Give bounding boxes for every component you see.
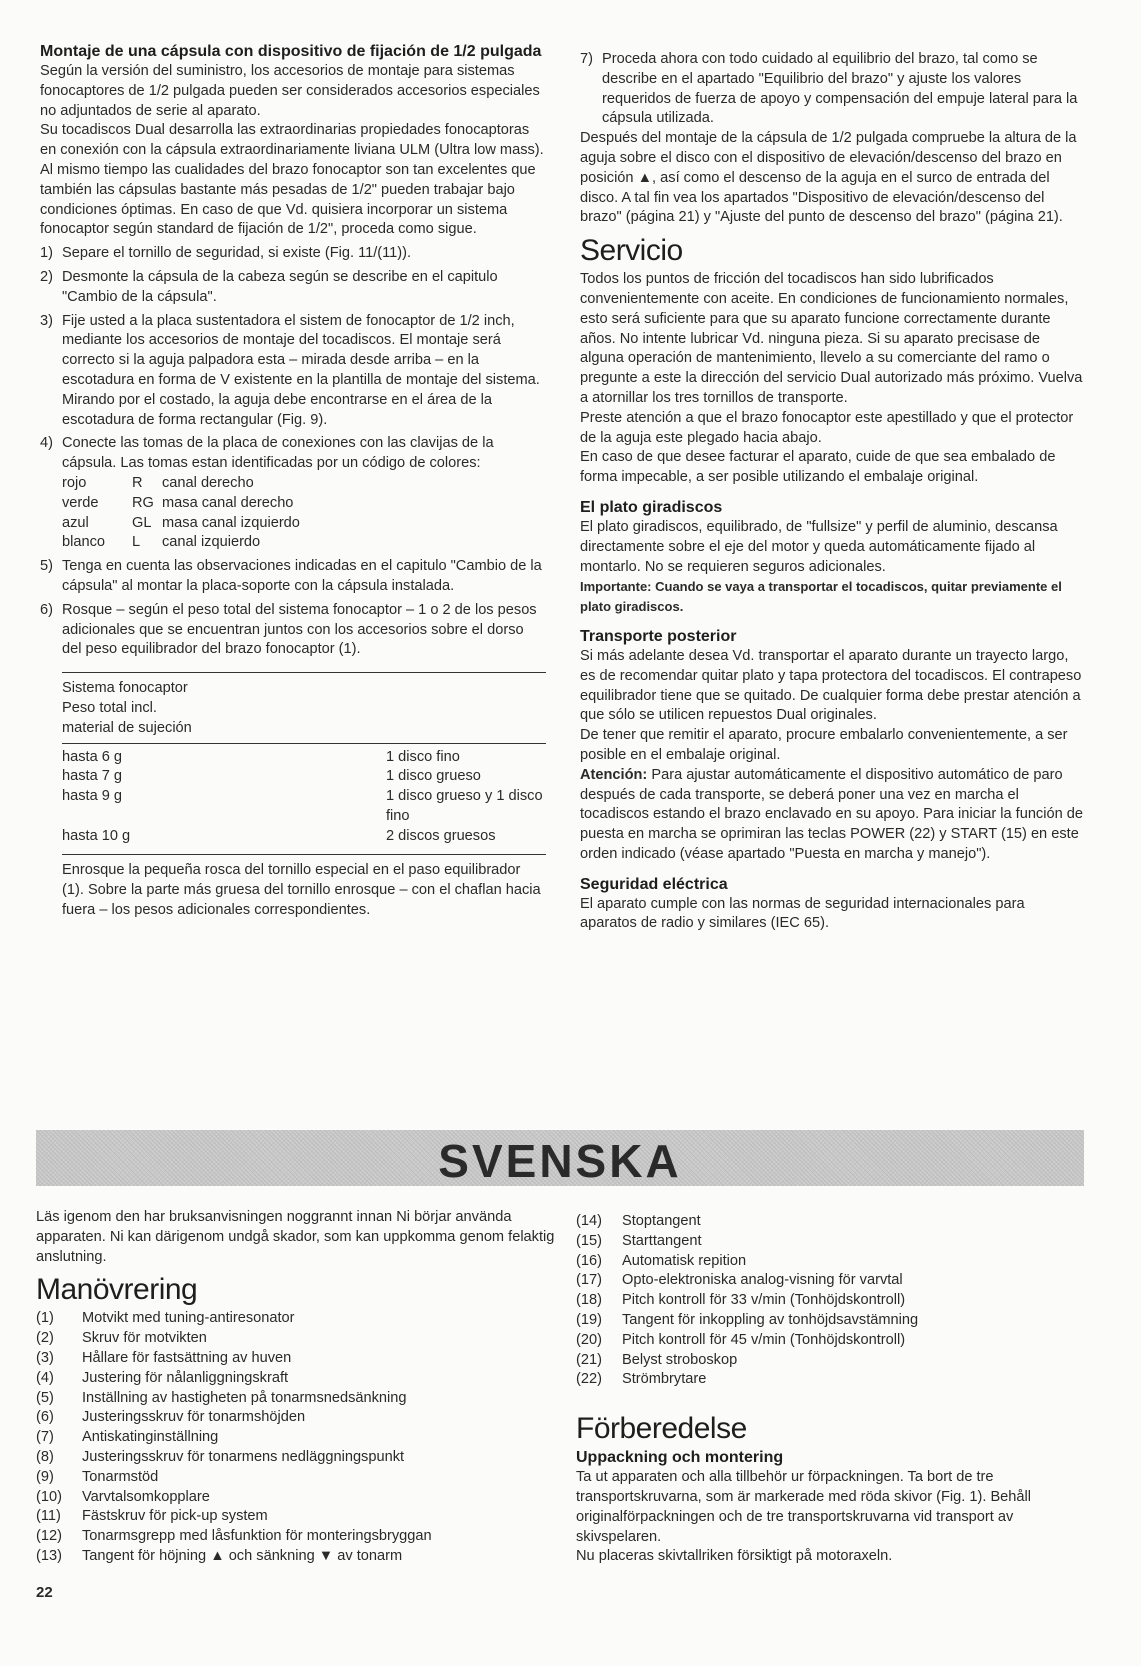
controls-list (36, 1309, 576, 1566)
paragraph: De tener que remitir el aparato, procure embalarlo convenientemente, a ser posible en el embalaje original. (580, 727, 1068, 763)
paragraph: Nu placeras skivtallriken försiktigt på motoraxeln. (576, 1548, 893, 1565)
swedish-right-column (576, 1212, 1086, 1567)
paragraph: Todos los puntos de fricción del tocadiscos han sido lubrificados convenientemente con aceite. En condiciones de funcionamiento normales, esto será suficiente para que su aparato funcione correctamente durante años. No intente lubricar Vd. ninguna pieza. Si su aparato precisase de alguna operación de mantenimiento, llevelo a su comerciante del ramo o pregunte a este la dirección del servicio Dual autorizado más próximo. Vuelva a atornillar los tres tornillos de transporte. (580, 271, 1083, 406)
list-item: 5) Tenga en cuenta las observaciones indicadas en el capitulo "Cambio de la cápsula" al montar la placa-soporte con la cápsula instalada. (40, 558, 542, 594)
paragraph: Läs igenom den har bruksanvisningen noggrannt innan Ni börjar använda apparaten. Ni kan därigenom undgå skador, som kan uppkomma genom felaktig anslutning. (36, 1209, 555, 1265)
table-row: hasta 9 g 1 disco grueso y 1 disco fino (62, 788, 543, 824)
list-item: (22) Strömbrytare (576, 1371, 707, 1388)
paragraph: En caso de que desee facturar el aparato, cuide de que sea embalado de forma impecable, a ser posible utilizando el embalaje original. (580, 449, 1056, 486)
paragraph: Enrosque la pequeña rosca del tornillo especial en el paso equilibrador (1). Sobre la parte más gruesa del tornillo enrosque – con el chaflan hacia fuera – los pesos adicionales correspondientes. (62, 862, 541, 919)
right-column (580, 50, 1084, 934)
section-title-forberedelse: Förberedelse (576, 1412, 747, 1446)
paragraph: Ta ut apparaten och alla tillbehör ur förpackningen. Ta bort de tre transportskruvarna, som är markerade med röda skivor (Fig. 1). Behåll originalförpackningen och de tre transportskruvarna vid transport av skivspelaren. (576, 1469, 1032, 1545)
list-item: 4) Conecte las tomas de la placa de conexiones con las clavijas de la cápsula. Las tomas estan identificadas por un código de colores: (40, 435, 494, 472)
steps-list-3 (580, 50, 1084, 129)
page-number: 22 (36, 1584, 53, 1601)
paragraph: Atención: Para ajustar automáticamente el dispositivo automático de paro después de cada transporte, se deberá poner una vez en marcha el tocadiscos estando el brazo enclavado en su apoyo. Para iniciar la función de puesta en marcha se oprimiran las teclas POWER (22) y START (15) en este orden indicado (véase apartado "Puesta en marcha y manejo"). (580, 766, 1083, 862)
list-item: (10) Varvtalsomkopplare (36, 1488, 210, 1505)
list-item: (20) Pitch kontroll för 45 v/min (Tonhöjdskontroll) (576, 1331, 906, 1348)
section-title-servicio: Servicio (580, 234, 683, 268)
list-item: (2) Skruv för motvikten (36, 1330, 207, 1347)
list-item: (9) Tonarmstöd (36, 1468, 159, 1485)
table-row: hasta 7 g 1 disco grueso (62, 768, 481, 785)
table-row: hasta 10 g 2 discos gruesos (62, 827, 496, 844)
paragraph: Preste atención a que el brazo fonocaptor este apestillado y que el protector de la aguja este plegado hacia abajo. (580, 409, 1074, 446)
list-item: (19) Tangent för inkoppling av tonhöjdsavstämning (576, 1311, 919, 1328)
list-item: 6) Rosque – según el peso total del sistema fonocaptor – 1 o 2 de los pesos adicionales que se encuentran juntos con los accesorios sobre el dorso del peso equilibrador del brazo fonocaptor (1). (40, 601, 537, 658)
list-item: (6) Justeringsskruv för tonarmshöjden (36, 1409, 306, 1426)
list-item: 7) Proceda ahora con todo cuidado al equilibrio del brazo, tal como se describe en el apartado "Equilibrio del brazo" y ajuste los valores requeridos de fuerza de apoyo y compensación del empuje lateral para la cápsula utilizada. (580, 51, 1078, 127)
paragraph: Según la versión del suministro, los accesorios de montaje para sistemas fonocaptores de 1/2 pulgada pueden ser considerados accesorios especiales no adjuntados de serie al aparato. (40, 63, 540, 119)
section-title-uppackning: Uppackning och montering (576, 1449, 784, 1467)
weight-table (62, 672, 546, 855)
section-title-manovrering: Manövrering (36, 1273, 198, 1307)
list-item: (11) Fästskruv för pick-up system (36, 1508, 268, 1525)
banner-title: SVENSKA (438, 1135, 682, 1187)
section-title-plato: El plato giradiscos (580, 498, 723, 516)
swedish-left-column (36, 1208, 576, 1567)
table-row: hasta 6 g 1 disco fino (62, 748, 460, 765)
list-item: (5) Inställning av hastigheten på tonarmsnedsänkning (36, 1389, 407, 1406)
list-item: (21) Belyst stroboskop (576, 1351, 738, 1368)
language-banner (36, 1130, 1084, 1186)
list-item: 2) Desmonte la cápsula de la cabeza según se describe en el capitulo "Cambio de la cápsula". (40, 268, 498, 305)
paragraph: Su tocadiscos Dual desarrolla las extraordinarias propiedades fonocaptoras en conexión con la cápsula extraordinariamente liviana ULM (Ultra low mass). Al mismo tiempo las cualidades del brazo fonocaptor son tan excelentes que también las cápsulas bastante más pesadas de 1/2" pueden trabajar bajo condiciones óptimas. En caso de que Vd. quisiera incorporar un sistema fonocaptor según standard de fijación de 1/2", proceda como sigue. (40, 122, 544, 238)
section-title-montaje: Montaje de una cápsula con dispositivo de fijación de 1/2 pulgada (40, 43, 542, 60)
list-item: (15) Starttangent (576, 1232, 702, 1249)
list-item: (17) Opto-elektroniska analog-visning för varvtal (576, 1272, 903, 1289)
list-item: (8) Justeringsskruv för tonarmens nedläggningspunkt (36, 1448, 405, 1465)
paragraph: El plato giradiscos, equilibrado, de "fullsize" y perfil de aluminio, descansa directamente sobre el eje del motor y queda automáticamente fijado al montarlo. No se requieren seguros adicionales. (580, 518, 1058, 575)
table-header: Sistema fonocaptor Peso total incl. material de sujeción (62, 679, 546, 743)
list-item: (7) Antiskatinginställning (36, 1429, 219, 1446)
paragraph: Si más adelante desea Vd. transportar el aparato durante un trayecto largo, es de recomendar quitar plato y tapa protectora del tocadiscos. El contrapeso equilibrador tiene que se quitado. De cualquier forma debe prestar atención a que sólo se utilicen repuestos Dual originales. (580, 647, 1082, 724)
list-item: (14) Stoptangent (576, 1213, 701, 1229)
color-code-table: rojo R canal derecho verde RG masa canal derecho azul GL masa canal izquierdo blanco L canal izquierdo (62, 474, 300, 551)
list-item: (18) Pitch kontroll för 33 v/min (Tonhöjdskontroll) (576, 1292, 906, 1309)
section-title-seguridad: Seguridad eléctrica (580, 875, 728, 893)
list-item: (1) Motvikt med tuning-antiresonator (36, 1310, 295, 1327)
list-item: 1) Separe el tornillo de seguridad, si existe (Fig. 11/(11)). (40, 245, 412, 262)
list-item: (3) Hållare för fastsättning av huven (36, 1349, 292, 1366)
paragraph: Después del montaje de la cápsula de 1/2 pulgada compruebe la altura de la aguja sobre el disco con el dispositivo de elevación/descenso del brazo en posición ▲, así como el descenso de la aguja en el surco de entrada del disco. A tal fin vea los apartados "Dispositivo de elevación/descenso del brazo" (página 21) y "Ajuste del punto de descenso del brazo" (página 21). (580, 130, 1077, 226)
steps-list (40, 244, 546, 474)
section-title-transporte: Transporte posterior (580, 627, 737, 645)
list-item: (12) Tonarmsgrepp med låsfunktion för monteringsbryggan (36, 1528, 432, 1545)
list-item: (13) Tangent för höjning ▲ och sänkning ▼ av tonarm (36, 1547, 403, 1564)
list-item: 3) Fije usted a la placa sustentadora el sistem de fonocaptor de 1/2 inch, mediante los accesorios de montaje del tocadiscos. El montaje será correcto si la aguja palpadora esta – mirada desde arriba – en la escotadura en forma de V existente en la plantilla de montaje del sistema. Mirando por el costado, la aguja debe encontrarse en el área de la escotadura de forma rectangular (Fig. 9). (40, 312, 540, 428)
controls-list-2 (576, 1212, 1086, 1390)
paragraph-important: Importante: Cuando se vaya a transportar el tocadiscos, quitar previamente el plato giradiscos. (580, 579, 1062, 615)
list-item: (4) Justering för nålanliggningskraft (36, 1369, 289, 1386)
left-column (40, 42, 546, 921)
steps-list-2 (40, 557, 546, 660)
paragraph: El aparato cumple con las normas de seguridad internacionales para aparatos de radio y similares (IEC 65). (580, 895, 1025, 932)
list-item: (16) Automatisk repition (576, 1252, 747, 1269)
